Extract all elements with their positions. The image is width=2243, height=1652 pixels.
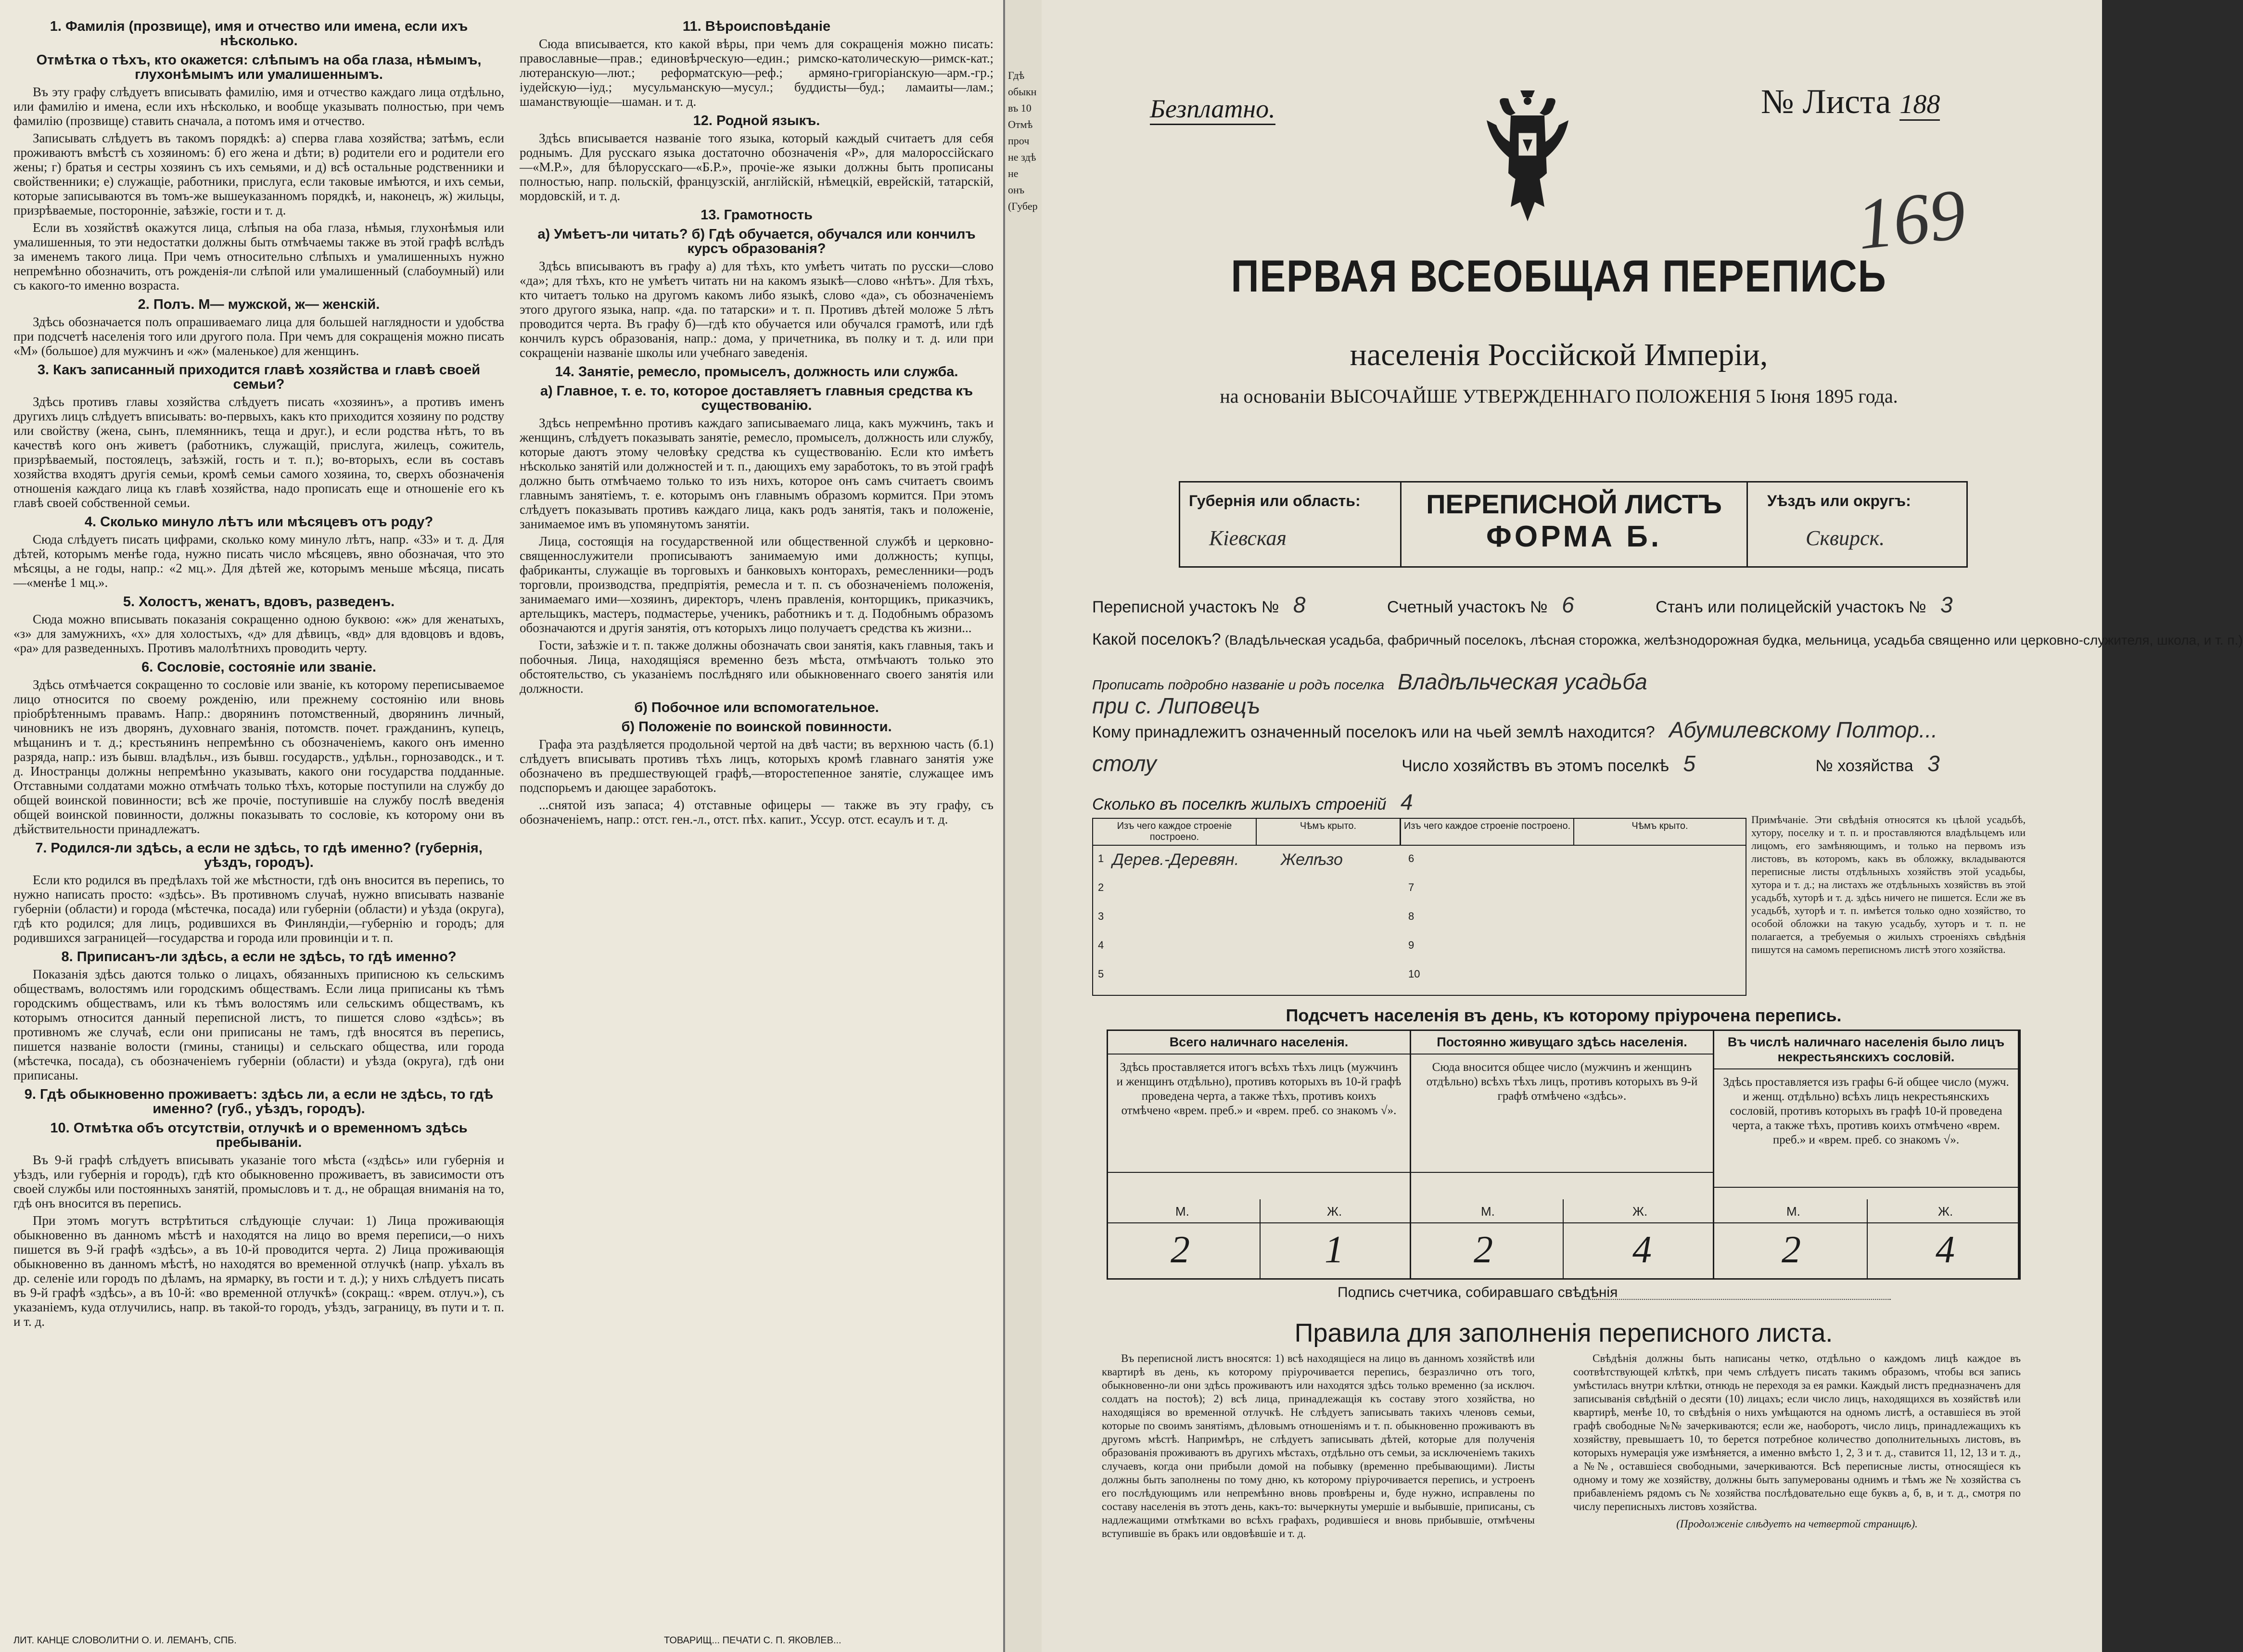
table-row-number: 7 bbox=[1408, 881, 1415, 893]
rules-paragraph: Свѣдѣнія должны быть написаны четко, отдѣльно о каждомъ лицѣ каждое въ соотвѣтствующей клѣткѣ, при чемъ слѣдуетъ писать такимъ образомъ, чтобы вся запись умѣстилась внутри клѣтки, отнюдь не переходя за ея рамки. Каждый листъ предназначенъ для записыванія свѣдѣній о десяти (10) лицахъ; если число лицъ, находящихся въ хозяйствѣ или квартирѣ, менѣе 10, то свѣдѣнія о нихъ умѣщаются на одномъ листѣ, а оставшіеся въ этой графѣ свободные №№ зачеркиваются; если же, наоборотъ, число лицъ, принадлежащихъ къ хозяйству, превышаетъ 10, то берется потребное количество дополнительныхъ листовъ, въ которыхъ нумерація уже измѣняется, а именно вмѣсто 1, 2, 3 и т. д., ставится 11, 12, 13 и т. д., а №№, оставшіеся свободными, зачеркиваются. Всѣ переписные листы, относящіеся къ одному и тому же хозяйству, должны быть запумерованы однимъ и тѣмъ же № хозяйства съ прибавленіемъ рядомъ съ № хозяйства послѣдовательно еще буквъ а, б, в, и т. д., смотря по числу переписныхъ листовъ хозяйства. bbox=[1573, 1352, 2021, 1512]
column-description: Здѣсь проставляется итогъ всѣхъ тѣхъ лицъ (мужчинъ и женщинъ отдѣльно), противъ которыхъ въ 10-й графѣ проведена черта, а также тѣхъ, противъ коихъ отмѣчено «врем. преб.» и «врем. преб. со знакомъ √». bbox=[1108, 1055, 1410, 1173]
rules-text-left bbox=[1102, 1352, 1535, 1540]
section-heading: 13. Грамотность bbox=[701, 207, 813, 223]
section-heading: 11. Вѣроисповѣданіе bbox=[682, 19, 831, 34]
buildings-table bbox=[1092, 818, 1746, 996]
settlement-hint: (Владѣльческая усадьба, фабричный поселокъ, лѣсная сторожка, желѣзнодорожная будка, мельница, усадьба священно или церковно-служителя, школа, и т. п.) bbox=[1224, 633, 2243, 648]
female-label: Ж. bbox=[1327, 1204, 1342, 1219]
table-header: Чѣмъ крыто. bbox=[1257, 819, 1401, 846]
settlement-hint-2: Прописать подробно названіе и родъ поселка bbox=[1092, 677, 1385, 692]
legal-basis: на основаніи ВЫСОЧАЙШЕ УТВЕРЖДЕННАГО ПОЛОЖЕНІЯ 5 Іюня 1895 года. bbox=[1220, 385, 1898, 407]
section-heading: 12. Родной языкъ. bbox=[693, 113, 820, 128]
rules-paragraph: Въ переписной листъ вносятся: 1) всѣ находящіеся на лицо въ данномъ хозяйствѣ или квартирѣ въ день, къ которому пріурочивается перепись, безразлично отъ того, обыкновенно-ли они здѣсь проживаютъ или находятся здѣсь только временно (за исключ. солдатъ на постоѣ); 2) всѣ лица, принадлежащія къ составу этого хозяйства, но находящіяся во временной отлучкѣ. Не слѣдуетъ записывать такихъ членовъ семьи, которые по своимъ занятіямъ, дѣловымъ отношеніямъ и т. п. обыкновенно проживаютъ въ другомъ мѣстѣ. Напримѣръ, не слѣдуетъ записывать дѣтей, которые для полученія образованія проживаютъ въ другихъ мѣстахъ, отдѣльно отъ семьи, за исключеніемъ такихъ случаевъ, когда они прибыли домой на побывку (временно пребывающими). Листы должны быть заполнены по тому дню, къ которому пріурочивается перепись, и устроенъ его послѣдующимъ или непремѣнно вновь провѣрены и, буде нужно, исправлены по составу населенія въ этотъ день, какъ-то: вычеркнуты умершіе и выбывшіе, приписаны, съ надлежащими отмѣтками во всѣхъ графахъ, родившіеся и вновь прибывшіе, отмѣчены вступившіе въ бракъ или овдовѣвшіе и т. д. bbox=[1102, 1352, 1535, 1539]
uezd-cell bbox=[1748, 483, 1969, 566]
column-description: Сюда вносится общее число (мужчинъ и женщинъ отдѣльно) всѣхъ тѣхъ лицъ, противъ которыхъ въ 9-й графѣ отмѣчено «здѣсь». bbox=[1411, 1055, 1713, 1173]
strip-fragment: онъ bbox=[1008, 184, 1025, 196]
building-material: Дерев.-Деревян. bbox=[1112, 851, 1239, 869]
divider bbox=[1867, 1199, 1868, 1278]
section-text: Здѣсь вписывается названіе того языка, который каждый считаетъ для себя роднымъ. Для русскаго языка достаточно обозначенія «Р», для малороссійскаго—«М.Р.», для бѣлорусскаго—«Б.Р.», прочіе-же языки должны быть прописаны полностью, напр. польскій, французскій, англійскій, нѣмецкій, еврейскій, татарскій, мордовскій, и т. д. bbox=[520, 131, 994, 203]
table-row-number: 10 bbox=[1408, 968, 1420, 980]
printer-credit-2: ТОВАРИЩ... ПЕЧАТИ С. П. ЯКОВЛЕВ... bbox=[664, 1635, 841, 1646]
section-text: При этомъ могутъ встрѣтиться слѣдующіе случаи: 1) Лица проживающія обыкновенно въ данномъ мѣстѣ и находятся на лицо во время переписи,—о нихъ пишется въ 9-й графѣ «здѣсь», а въ 10-й проводится черта. 2) Лица проживающія обыкновенно въ данномъ мѣстѣ, но находятся во временной отлучкѣ (напр. уѣхалъ въ др. селеніе или городъ по дѣламъ, на ярмарку, въ гости и т. д.); у нихъ слѣдуетъ писать въ 9-й графѣ «здѣсь», а въ 10-й: «во временной отлучкѣ» (сокращ.: «врем. отлуч.»), съ указаніемъ, куда отлучились, напр. въ такой-то городъ, уѣздъ, заграницу, въ пути и т. п. и т. д. bbox=[13, 1213, 504, 1329]
table-header: Чѣмъ крыто. bbox=[1574, 819, 1746, 846]
main-title: ПЕРВАЯ ВСЕОБЩАЯ ПЕРЕПИСЬ bbox=[1231, 251, 1887, 301]
section-heading: 1. Фамилія (прозвище), имя и отчество или имена, если ихъ нѣсколько. bbox=[50, 19, 468, 49]
permanent-female-count: 4 bbox=[1632, 1229, 1652, 1271]
strip-fragment: не здѣ bbox=[1008, 151, 1036, 163]
section-heading: 7. Родился-ли здѣсь, а если не здѣсь, то гдѣ именно? (губернія, уѣздъ, городъ). bbox=[35, 840, 483, 870]
owner-row bbox=[1092, 717, 1947, 743]
strip-fragment: (Губер bbox=[1008, 200, 1038, 212]
section-text: Сюда вписывается, кто какой вѣры, при чемъ для сокращенія можно писать: православные—прав.; единовѣрческую—един.; римско-католическую—римск-кат.; лютеранскую—лют.; реформатскую—реф.; армяно-григоріанскую—арм.-гр.; іудейскую—іуд.; мусульманскую—мусул.; буддисты—буд.; ламаиты—лам.; шаманствующіе—шаман. и т. д. bbox=[520, 37, 994, 109]
strip-fragment: въ 10 bbox=[1008, 102, 1032, 114]
owner-value-2: столу bbox=[1092, 751, 1157, 776]
counting-district-value: 6 bbox=[1562, 592, 1574, 617]
present-male-count: 2 bbox=[1171, 1229, 1190, 1271]
handwritten-number: 169 bbox=[1853, 174, 1970, 265]
section-text: Показанія здѣсь даются только о лицахъ, обязанныхъ приписною къ сельскимъ обществамъ, волостямъ или городскимъ обществамъ. Если лица приписаны къ тѣмъ городскимъ обществамъ, или къ тѣмъ волостямъ или сельскимъ обществамъ, къ которымъ относится данный переписной листъ, то пишется слово «здѣсь»; въ противномъ же случаѣ, если они приписаны не тамъ, гдѣ вносятся въ перепись, пишется названіе волости (гмины, станицы) и сельскаго общества, или города (мѣстечка, посада), съ обозначеніемъ губерніи (области) и уѣзда (округа), гдѣ они приписаны. bbox=[13, 967, 504, 1082]
form-title-cell bbox=[1402, 483, 1748, 566]
sheet-number bbox=[1761, 82, 1940, 122]
section-heading: 10. Отмѣтка объ отсутствіи, отлучкѣ и о временномъ здѣсь пребываніи. bbox=[50, 1120, 468, 1150]
strip-fragment: обыкн bbox=[1008, 86, 1037, 98]
section-text: Если въ хозяйствѣ окажутся лица, слѣпыя на оба глаза, нѣмыя, глухонѣмыя или умалишенныя, то эти недостатки должны быть отмѣчаемы также въ этой графѣ вслѣдъ за именемъ такого лица. При чемъ относительно слѣпыхъ и умалишенныхъ нужно непремѣнно обозначить, отъ рожденія-ли слѣпой или умалишенный (слабоумный) или съ какого-то именно возраста. bbox=[13, 220, 504, 292]
male-label: М. bbox=[1481, 1204, 1495, 1219]
section-heading: 9. Гдѣ обыкновенно проживаетъ: здѣсь ли, а если не здѣсь, то гдѣ именно? (губ., уѣздъ, городъ). bbox=[24, 1087, 494, 1117]
settlement-row bbox=[1092, 630, 2243, 649]
divider bbox=[1108, 1222, 2019, 1223]
printer-credit: ЛИТ. КАНЦЕ СЛОВОЛИТНИ О. И. ЛЕМАНЪ, СПБ. bbox=[13, 1635, 237, 1646]
rules-text-right bbox=[1573, 1352, 2021, 1531]
section-text: Графа эта раздѣляется продольной чертой на двѣ части; въ верхнюю часть (б.1) слѣдуетъ вписывать противъ тѣхъ лицъ, которыхъ кромѣ главнаго занятія уже обозначено въ предшествующей графѣ,—второстепенное занятіе, служащее имъ подспорьемъ и дающее заработокъ. bbox=[520, 737, 994, 795]
sheet-number-label: № Листа bbox=[1761, 82, 1891, 121]
section-heading: 4. Сколько минуло лѣтъ или мѣсяцевъ отъ роду? bbox=[84, 514, 433, 530]
non-peasant-male-count: 2 bbox=[1782, 1229, 1801, 1271]
section-text: Здѣсь противъ главы хозяйства слѣдуетъ писать «хозяинъ», а противъ именъ другихъ лицъ слѣдуетъ вписывать: во-первыхъ, какъ кто приходится хозяину по родству или свойству (жена, сынъ, племянникъ, теща и друг.), и если родства нѣтъ, то въ качествѣ кого онъ живетъ (работникъ, служащій, прислуга, жилецъ, сожитель, призрѣваемый, постоялецъ, заѣзжій, гость и т. п.); во-вторыхъ, если въ составъ хозяйства входятъ другія семьи, кромѣ семьи самого хозяина, то, сверхъ обозначенія отношенія каждаго лица къ главѣ хозяйства, надо прописать еще и отношеніе его къ главѣ своей собственной семьи. bbox=[13, 394, 504, 510]
non-peasant-female-count: 4 bbox=[1936, 1229, 1955, 1271]
permanent-male-count: 2 bbox=[1474, 1229, 1493, 1271]
divider bbox=[1563, 1199, 1564, 1278]
owner-value: Абумилевскому Полтор... bbox=[1669, 717, 1938, 742]
female-label: Ж. bbox=[1938, 1204, 1953, 1219]
form-title: ПЕРЕПИСНОЙ ЛИСТЪ bbox=[1426, 489, 1722, 519]
buildings-value: 4 bbox=[1400, 789, 1413, 814]
present-female-count: 1 bbox=[1325, 1229, 1344, 1271]
section-heading: б) Положеніе по воинской повинности. bbox=[621, 719, 892, 735]
census-district-value: 8 bbox=[1293, 592, 1306, 617]
section-text: Лица, состоящія на государственной или общественной службѣ и церковно-священнослужители прописываютъ занимаемую ими должность; купцы, фабриканты, служащіе въ торговыхъ и банковыхъ конторахъ, ремесленники—родъ торговли, производства, предпріятія, ремесла и т. п. съ обозначеніемъ положенія, занимаемаго ими—хозяинъ, директоръ, членъ правленія, конторщикъ, приказчикъ, артельщикъ, мастеръ, подмастерье, ученикъ, работникъ и т. д. Подобнымъ образомъ обозначаются и другія занятія, отъ которыхъ лицо получаетъ средства къ жизни... bbox=[520, 534, 994, 635]
household-number-label: № хозяйства bbox=[1815, 757, 1913, 775]
section-heading: б) Побочное или вспомогательное. bbox=[634, 700, 879, 715]
male-label: М. bbox=[1175, 1204, 1189, 1219]
section-heading: Отмѣтка о тѣхъ, кто окажется: слѣпымъ на оба глаза, нѣмымъ, глухонѣмымъ или умалишеннымъ. bbox=[36, 52, 482, 82]
table-row-number: 6 bbox=[1408, 852, 1415, 864]
guberniya-cell bbox=[1180, 483, 1402, 566]
subtitle: населенія Россійской Имперіи, bbox=[1350, 337, 1768, 372]
settlement-label: Какой поселокъ? bbox=[1092, 630, 1221, 648]
form-header-box bbox=[1179, 481, 1968, 568]
female-label: Ж. bbox=[1632, 1204, 1648, 1219]
uezd-value: Сквирск. bbox=[1806, 526, 1885, 550]
table-row-number: 9 bbox=[1408, 939, 1415, 951]
section-text: Въ эту графу слѣдуетъ вписывать фамилію, имя и отчество каждаго лица отдѣльно, или фамилію и имена, если ихъ нѣсколько, и вообще указывать полностью, при чемъ фамилію (прозвище) ставить сначала, а потомъ имя и отчество. bbox=[13, 85, 504, 128]
rules-title: Правила для заполненія переписного листа. bbox=[1294, 1319, 1833, 1347]
section-text: Записывать слѣдуетъ въ такомъ порядкѣ: а) сперва глава хозяйства; затѣмъ, если проживаютъ вмѣстѣ съ хозяиномъ: б) его жена и дѣти; в) родители его и родители его жены; г) братья и сестры хозяинъ съ ихъ семьями, и д) всѣ остальные родственники и свойственники; е) служащіе, работники, прислуга, если таковые имѣются, и ихъ семьи, которые записываются въ томъ-же вышеуказанномъ порядкѣ, и, наконецъ, ж) жильцы, призрѣваемые, посторонніе, заѣзжіе, гости и т. д. bbox=[13, 131, 504, 217]
section-text: Здѣсь вписываютъ въ графу а) для тѣхъ, кто умѣетъ читать по русски—слово «да»; для тѣхъ, кто не умѣетъ читать ни на какомъ языкѣ—слово «нѣтъ». Для тѣхъ, кто читаетъ только на другомъ какомъ либо языкѣ, слово «да», съ обозначеніемъ этого другого языка, напр. «да. по татарски» и т. п. Противъ дѣтей моложе 5 лѣтъ проводится черта. Въ графу б)—гдѣ кто обучается или обучался грамотѣ, или гдѣ кончилъ курсъ образованія, напр.: дома, у причетника, въ полку и т. д. или при сокращеніи названіе школы или учебнаго заведенія. bbox=[520, 259, 994, 360]
section-text: Если кто родился въ предѣлахъ той же мѣстности, гдѣ онъ вносится въ перепись, то нужно написать просто: «здѣсь». Въ противномъ случаѣ, нужно вписывать названіе губерніи (области) и города (мѣстечка, посада) или губерніи (области) и уѣзда (округа), гдѣ кто родился; для лицъ, родившихся въ Финляндіи,—губернію и городъ; для родившихся заграницей—государства и города или провинціи и т. п. bbox=[13, 873, 504, 945]
section-text: Сюда слѣдуетъ писать цифрами, сколько кому минуло лѣтъ, напр. «33» и т. д. Для дѣтей, которымъ менѣе года, нужно писать число мѣсяцевъ, явно обозначая, что это мѣсяцы, а не годы, напр.: «2 мц.». Для дѣтей же, которымъ меньше мѣсяца, писать —«менѣе 1 мц.». bbox=[13, 532, 504, 590]
owner-label: Кому принадлежитъ означенный поселокъ или на чьей землѣ находится? bbox=[1092, 723, 1655, 741]
section-text: Здѣсь непремѣнно противъ каждаго записываемаго лица, какъ мужчинъ, такъ и женщинъ, слѣдуетъ показывать занятіе, ремесло, промыселъ, должность или службу, которые даютъ этому человѣку средства къ существованію. Если кто имѣетъ нѣсколько занятій или должностей и т. п., дающихъ ему заработокъ, то въ этой графѣ должно быть отмѣчаемо только то изъ нихъ, которое онъ самъ считаетъ своимъ главнымъ занятіемъ, т. е. которымъ онъ главнымъ образомъ кормится. При этомъ слѣдуетъ показывать противъ каждаго лица, какъ родъ занятія, такъ и положеніе, занимаемое имъ въ упомянутомъ занятіи. bbox=[520, 416, 994, 531]
households-value: 5 bbox=[1683, 751, 1695, 776]
section-text: Здѣсь обозначается полъ опрашиваемаго лица для большей наглядности и удобства при подсчетѣ населенія того или другого пола. При чемъ для сокращенія можно писать «М» (большое) для мужчинъ и «ж» (маленькое) для женщинъ. bbox=[13, 315, 504, 358]
settlement-value: Владѣльческая усадьба bbox=[1398, 669, 1647, 694]
table-row-number: 8 bbox=[1408, 910, 1415, 922]
section-text: Сюда можно вписывать показанія сокращенно одною буквою: «ж» для женатыхъ, «з» для замужнихъ, «х» для холостыхъ, «д» для дѣвицъ, «вд» для вдовцовъ и вдовъ, «ра» для разведенныхъ. Противъ малолѣтнихъ проводить черту. bbox=[13, 612, 504, 655]
household-number-value: 3 bbox=[1927, 751, 1940, 776]
section-text: ...снятой изъ запаса; 4) отставные офицеры — также въ эту графу, съ обозначеніемъ, напр.: отст. ген.-л., отст. пѣх. капит., Уссур. отст. есаулъ и т. д. bbox=[520, 798, 994, 826]
table-row-number: 5 bbox=[1098, 968, 1104, 980]
strip-fragment: Отмѣ bbox=[1008, 118, 1033, 130]
settlement-row-2 bbox=[1092, 669, 1657, 695]
table-header: Изъ чего каждое строеніе построено. bbox=[1401, 819, 1574, 846]
instructions-column-2 bbox=[520, 14, 994, 829]
male-label: М. bbox=[1786, 1204, 1800, 1219]
section-heading: 5. Холостъ, женатъ, вдовъ, разведенъ. bbox=[123, 594, 395, 610]
section-text: Въ 9-й графѣ слѣдуетъ вписывать указаніе того мѣста («здѣсь» или губернія и уѣздъ, или губернія и городъ), гдѣ кто обыкновенно проживаетъ, въ зависимости отъ своей службы или постоянныхъ занятій, промысловъ и т. д., не обращая вниманія на то, гдѣ онъ вносится въ перепись. bbox=[13, 1153, 504, 1210]
section-heading: 6. Сословіе, состояніе или званіе. bbox=[141, 660, 376, 675]
sheet-number-value: 188 bbox=[1899, 89, 1940, 121]
section-heading: а) Главное, т. е. то, которое доставляетъ главныя средства къ существованію. bbox=[540, 383, 973, 413]
census-district-label: Переписной участокъ № bbox=[1092, 598, 1279, 616]
stan-value: 3 bbox=[1940, 592, 1953, 617]
table-row-number: 4 bbox=[1098, 939, 1104, 951]
uezd-label: Уѣздъ или округъ: bbox=[1767, 492, 1911, 509]
divider bbox=[1260, 1199, 1261, 1278]
building-roof: Желѣзо bbox=[1281, 851, 1343, 869]
guberniya-value: Кіевская bbox=[1209, 526, 1287, 550]
column-header: Всего наличнаго населенія. bbox=[1108, 1031, 1410, 1055]
households-label: Число хозяйствъ въ этомъ поселкѣ bbox=[1402, 757, 1669, 775]
section-heading: 2. Полъ. М— мужской, ж— женскій. bbox=[138, 297, 380, 312]
section-heading: 14. Занятіе, ремесло, промыселъ, должность или служба. bbox=[555, 364, 958, 380]
signature-rule bbox=[1583, 1299, 1891, 1300]
enumerator-signature-line: Подпись счетчика, собиравшаго свѣдѣнія bbox=[1338, 1284, 1618, 1300]
note: Примѣчаніе. Эти свѣдѣнія относятся къ цѣлой усадьбѣ, хутору, поселку и т. п. и проставляются владѣльцемъ или лицомъ, его замѣняющимъ, и только на первомъ изъ листовъ, въ которомъ, какъ въ обложку, вкладываются переписные листы отдѣльныхъ хозяйствъ этой усадьбы, хутора и т. д.; на листахъ же отдѣльныхъ хозяйствъ въ этой усадьбѣ, хуторѣ и т. д. здѣсь ничего не пишется. Если же въ усадьбѣ, хуторѣ и т. п. имѣется только одно хозяйство, то особой обложки на такую усадьбу, хуторъ и т. п. не полагается, а требуемыя о жилыхъ строеніяхъ свѣдѣнія пишутся на самомъ переписномъ листѣ этого хозяйства. bbox=[1751, 813, 2026, 955]
population-count-title: Подсчетъ населенія въ день, къ которому пріурочена перепись. bbox=[1286, 1005, 1842, 1025]
column-description: Здѣсь проставляется изъ графы 6-й общее число (мужч. и женщ. отдѣльно) всѣхъ лицъ некрестьянскихъ сословій, противъ которыхъ въ графѣ 10-й проведена черта, а также тѣхъ, противъ коихъ отмѣчено «врем. преб.» и «врем. преб. со знакомъ √». bbox=[1714, 1069, 2018, 1188]
population-count-table bbox=[1107, 1029, 2021, 1280]
buildings-label: Сколько въ поселкѣ жилыхъ строеній bbox=[1092, 795, 1387, 813]
column-header: Постоянно живущаго здѣсь населенія. bbox=[1411, 1031, 1713, 1055]
section-heading: 8. Приписанъ-ли здѣсь, а если не здѣсь, то гдѣ именно? bbox=[61, 949, 457, 965]
section-heading: а) Умѣетъ-ли читать? б) Гдѣ обучается, обучался или кончилъ курсъ образованія? bbox=[537, 227, 976, 256]
rules-continued: (Продолженіе слѣдуетъ на четвертой страницѣ). bbox=[1676, 1518, 1918, 1530]
households-row bbox=[1092, 750, 1950, 776]
districts-row bbox=[1092, 592, 1963, 618]
table-row-number: 2 bbox=[1098, 881, 1104, 893]
settlement-row-3 bbox=[1092, 693, 1270, 719]
table-header: Изъ чего каждое строеніе построено. bbox=[1093, 819, 1257, 846]
stan-label: Станъ или полицейскій участокъ № bbox=[1656, 598, 1926, 616]
instructions-column-1 bbox=[13, 14, 504, 1332]
table-row-number: 3 bbox=[1098, 910, 1104, 922]
strip-fragment: Гдѣ bbox=[1008, 69, 1025, 81]
free-label: Безплатно. bbox=[1150, 94, 1275, 125]
double-headed-eagle-emblem bbox=[1482, 87, 1573, 231]
section-text: Гости, заѣзжіе и т. п. также должны обозначать свои занятія, какъ главныя, такъ и побочныя. Лица, находящіяся временно безъ мѣста, отмѣчаютъ только это обстоятельство, съ указаніемъ послѣдняго или обыкновеннаго своего занятія или должности. bbox=[520, 638, 994, 696]
folded-strip bbox=[1003, 0, 1042, 1652]
section-heading: 3. Какъ записанный приходится главѣ хозяйства и главѣ своей семьи? bbox=[37, 362, 481, 392]
column-header: Въ числѣ наличнаго населенія было лицъ некрестьянскихъ сословій. bbox=[1714, 1031, 2018, 1069]
settlement-value-2: при с. Липовецъ bbox=[1092, 693, 1261, 718]
strip-fragment: проч bbox=[1008, 135, 1030, 147]
buildings-row bbox=[1092, 789, 1423, 815]
table-row-number: 1 bbox=[1098, 852, 1104, 864]
section-text: Здѣсь отмѣчается сокращенно то сословіе или званіе, къ которому переписываемое лицо относится по своему рожденію, или прежнему состоянію или вновь пріобрѣтеннымъ правамъ. Напр.: дворянинъ потомственный, дворянинъ личный, чиновникъ не изъ дворянъ, духовнаго званія, потомств. почет. гражданинъ, купецъ, мѣщанинъ и т. д.; крестьянинъ непремѣнно съ обозначеніемъ, какого онъ именно разряда, напр.: изъ бывш. владѣльч., изъ бывш. государств., удѣльн., горнозаводск., и т. д. Иностранцы должны непремѣнно указывать, какого они государства подданные. Отставными солдатами можно отмѣчать только тѣхъ, которые поступили на службу до общей воинской повинности; всѣ же прочіе, поступившіе на службу послѣ введенія общей воинской повинности, должны показывать то сословіе, къ которому они въ дѣйствительности принадлежатъ. bbox=[13, 677, 504, 836]
form-type: ФОРМА Б. bbox=[1486, 520, 1662, 553]
counting-district-label: Счетный участокъ № bbox=[1387, 598, 1548, 616]
strip-fragment: не bbox=[1008, 167, 1019, 179]
guberniya-label: Губернія или область: bbox=[1189, 492, 1361, 509]
